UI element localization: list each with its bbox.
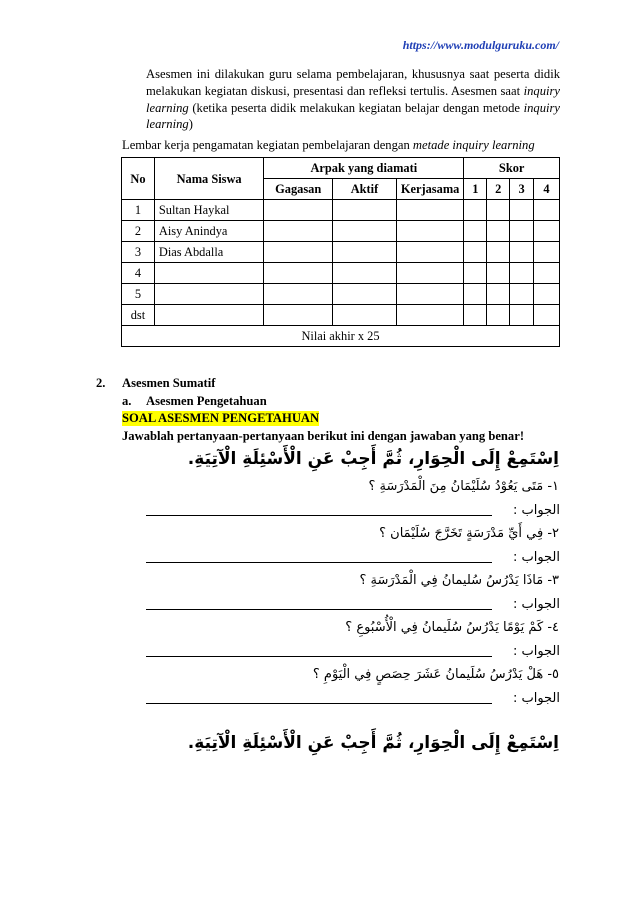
answer-line[interactable] [146, 656, 492, 657]
cell [264, 221, 333, 242]
cell [510, 305, 534, 326]
row-name: Sultan Haykal [154, 200, 263, 221]
observation-table [121, 157, 560, 347]
header-aspect: Arpak yang diamati [264, 158, 464, 179]
row-name [154, 305, 263, 326]
cell [333, 284, 397, 305]
cell [487, 305, 510, 326]
header-no: No [122, 158, 155, 200]
cell [396, 200, 464, 221]
row-no: 4 [122, 263, 155, 284]
cell [264, 305, 333, 326]
cell [396, 221, 464, 242]
header-score-1: 1 [464, 179, 487, 200]
banner-title: SOAL ASESMEN PENGETAHUAN [122, 411, 320, 425]
cell [464, 263, 487, 284]
answer-row-5 [146, 691, 560, 711]
table-footer: Nilai akhir x 25 [122, 326, 560, 347]
instruction: Jawablah pertanyaan-pertanyaan berikut ini dengan jawaban yang benar! [122, 429, 525, 443]
header-score-4: 4 [534, 179, 560, 200]
cell [534, 242, 560, 263]
cell [333, 305, 397, 326]
row-no: 5 [122, 284, 155, 305]
cell [333, 242, 397, 263]
cell [264, 242, 333, 263]
header-url[interactable]: https://www.modulguruku.com/ [402, 38, 559, 52]
question-5: ٥- هَلْ يَدْرُسُ سُلَيمانُ عَشَرَ حِصَصٍ فِي الْيَوْمِ ؟ [312, 667, 559, 682]
cell [333, 263, 397, 284]
row-name: Dias Abdalla [154, 242, 263, 263]
answer-row-4 [146, 644, 560, 664]
cell [510, 263, 534, 284]
subsection-letter: a. [122, 394, 132, 408]
question-3: ٣- مَاذَا يَدْرُسُ سُليمانُ فِي الْمَدْرَسَةِ ؟ [359, 573, 559, 588]
cell [264, 200, 333, 221]
cell [534, 284, 560, 305]
intro-em-1: inquiry learning [146, 83, 560, 115]
row-no: 2 [122, 221, 155, 242]
cell [510, 200, 534, 221]
answer-row-1 [146, 503, 560, 523]
table-row [122, 305, 560, 326]
header-name: Nama Siswa [154, 158, 263, 200]
arabic-heading-2: اِسْتَمِعْ إِلَى الْحِوَارِ، ثُمَّ أَجِبْ عَنِ الْأَسْئِلَةِ الْآتِيَةِ. [187, 733, 559, 753]
cell [464, 200, 487, 221]
answer-line[interactable] [146, 562, 492, 563]
table-row [122, 200, 560, 221]
cell [510, 242, 534, 263]
header-score: Skor [464, 158, 560, 179]
answer-label: الجواب : [512, 503, 560, 518]
header-score-2: 2 [487, 179, 510, 200]
cell [534, 263, 560, 284]
answer-label: الجواب : [512, 644, 560, 659]
caption-em: metade inquiry learning [412, 138, 535, 152]
arabic-heading: اِسْتَمِعْ إِلَى الْحِوَارِ، ثُمَّ أَجِبْ عَنِ الْأَسْئِلَةِ الْآتِيَةِ. [187, 449, 559, 469]
cell [396, 263, 464, 284]
question-1: ١- مَتَى يَعُوْدُ سُلَيْمَانُ مِنَ الْمَدْرَسَةِ ؟ [368, 479, 559, 494]
cell [534, 200, 560, 221]
header-score-3: 3 [510, 179, 534, 200]
question-4: ٤- كَمْ يَوْمًا يَدْرُسُ سُلَيمانُ فِي الْأُسْبُوعِ ؟ [345, 620, 559, 635]
subsection-title: Asesmen Pengetahuan [146, 394, 267, 408]
cell [464, 242, 487, 263]
row-name: Aisy Anindya [154, 221, 263, 242]
row-no: 3 [122, 242, 155, 263]
table-caption [122, 138, 535, 153]
intro-paragraph [146, 66, 560, 133]
answer-line[interactable] [146, 609, 492, 610]
row-name [154, 263, 263, 284]
cell [487, 242, 510, 263]
row-name [154, 284, 263, 305]
intro-text-2: (ketika peserta didik melakukan kegiatan belajar dengan metode [188, 100, 524, 115]
cell [487, 221, 510, 242]
row-no: dst [122, 305, 155, 326]
cell [487, 284, 510, 305]
intro-text-1: Asesmen ini dilakukan guru selama pembelajaran, khususnya saat peserta didik melakukan kegiatan diskusi, presentasi dan refleksi tertulis. Asesmen saat [146, 67, 560, 98]
answer-line[interactable] [146, 703, 492, 704]
cell [464, 221, 487, 242]
caption-text: Lembar kerja pengamatan kegiatan pembelajaran dengan [122, 138, 413, 152]
answer-row-2 [146, 550, 560, 570]
cell [333, 221, 397, 242]
cell [487, 263, 510, 284]
cell [396, 305, 464, 326]
header-gagasan: Gagasan [264, 179, 333, 200]
cell [510, 221, 534, 242]
answer-line[interactable] [146, 515, 492, 516]
table-row [122, 242, 560, 263]
table-row [122, 284, 560, 305]
table-row [122, 221, 560, 242]
cell [464, 305, 487, 326]
header-kerjasama: Kerjasama [396, 179, 464, 200]
answer-label: الجواب : [512, 691, 560, 706]
question-2: ٢- فِي أَيِّ مَدْرَسَةٍ تَخَرَّجَ سُلَيْمَان ؟ [379, 526, 559, 541]
cell [333, 200, 397, 221]
header-aktif: Aktif [333, 179, 397, 200]
cell [464, 284, 487, 305]
cell [264, 284, 333, 305]
answer-label: الجواب : [512, 597, 560, 612]
cell [534, 305, 560, 326]
cell [264, 263, 333, 284]
intro-text-3: ) [188, 117, 193, 132]
intro-em-2: inquiry learning [146, 100, 560, 132]
row-no: 1 [122, 200, 155, 221]
answer-row-3 [146, 597, 560, 617]
table-row [122, 263, 560, 284]
cell [487, 200, 510, 221]
cell [396, 284, 464, 305]
cell [534, 221, 560, 242]
cell [396, 242, 464, 263]
answer-label: الجواب : [512, 550, 560, 565]
section-number: 2. [96, 376, 106, 390]
section-title: Asesmen Sumatif [122, 376, 216, 390]
cell [510, 284, 534, 305]
